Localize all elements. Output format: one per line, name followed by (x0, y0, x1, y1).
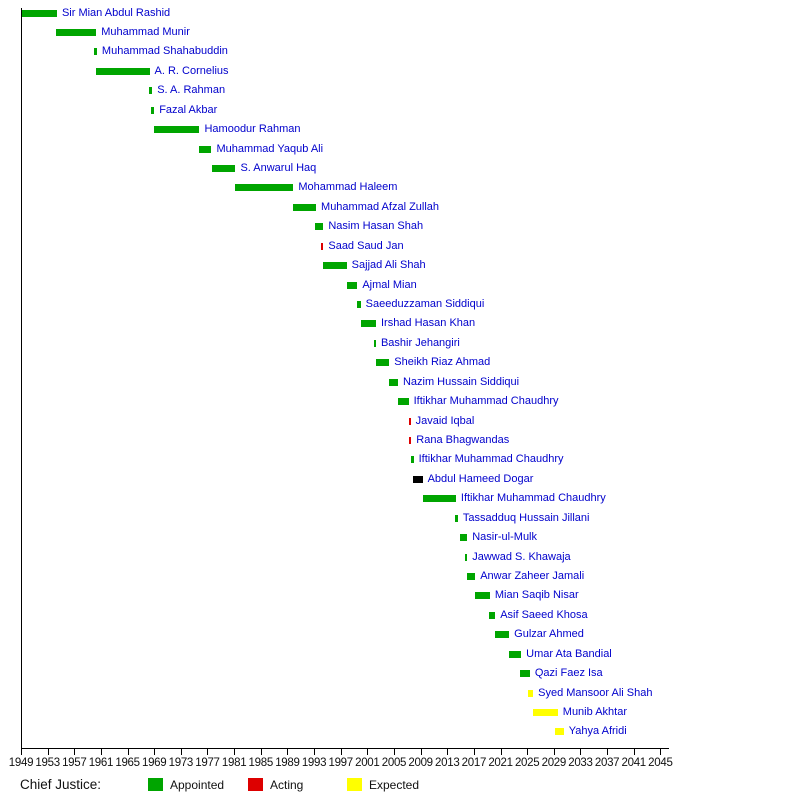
timeline-bar (398, 398, 409, 405)
bar-label[interactable]: Yahya Afridi (568, 725, 627, 738)
timeline-bar (555, 728, 564, 735)
axis-tick (74, 748, 75, 755)
bar-label[interactable]: Irshad Hasan Khan (380, 317, 476, 330)
axis-tick-label: 1985 (248, 757, 273, 769)
axis-tick (554, 748, 555, 755)
axis-tick-label: 2037 (594, 757, 620, 769)
bar-label[interactable]: Iftikhar Muhammad Chaudhry (460, 492, 606, 505)
bar-label[interactable]: Iftikhar Muhammad Chaudhry (418, 453, 564, 466)
axis-tick (234, 748, 235, 755)
legend-title: Chief Justice: (20, 777, 102, 792)
bar-label[interactable]: S. Anwarul Haq (240, 161, 317, 174)
axis-tick-label: 1969 (141, 757, 167, 769)
timeline-bar (357, 301, 361, 308)
timeline-bar (94, 48, 97, 55)
bar-label[interactable]: Muhammad Afzal Zullah (321, 200, 440, 213)
axis-tick-label: 1961 (88, 757, 114, 769)
bar-label[interactable]: Abdul Hameed Dogar (427, 472, 534, 485)
bar-label[interactable]: Sheikh Riaz Ahmad (394, 356, 491, 369)
axis-tick (660, 748, 661, 755)
axis-tick-label: 2009 (408, 757, 433, 769)
axis-tick-label: 2045 (648, 757, 673, 769)
bar-label[interactable]: Ajmal Mian (362, 278, 417, 291)
axis-tick (48, 748, 49, 755)
timeline-bar (409, 418, 411, 425)
axis-tick-label: 2033 (568, 757, 593, 769)
timeline-bar (321, 243, 323, 250)
timeline-bar (323, 262, 346, 269)
axis-tick-label: 2001 (355, 757, 380, 769)
axis-tick (287, 748, 288, 755)
axis-tick (128, 748, 129, 755)
axis-tick (580, 748, 581, 755)
legend-swatch-expected (347, 778, 362, 791)
bar-label[interactable]: Nasim Hasan Shah (328, 220, 424, 233)
axis-tick (367, 748, 368, 755)
axis-tick-label: 1957 (62, 757, 87, 769)
timeline-bar (96, 68, 150, 75)
bar-label[interactable]: Saeeduzzaman Siddiqui (365, 297, 485, 310)
axis-tick (207, 748, 208, 755)
axis-tick-label: 2029 (541, 757, 566, 769)
bar-label[interactable]: Jawwad S. Khawaja (472, 550, 571, 563)
bar-label[interactable]: Hamoodur Rahman (204, 123, 301, 136)
axis-tick (341, 748, 342, 755)
timeline-bar (411, 456, 414, 463)
timeline-bar (376, 359, 389, 366)
axis-tick (474, 748, 475, 755)
timeline-bar (528, 690, 533, 697)
timeline-bar (455, 515, 458, 522)
axis-tick (261, 748, 262, 755)
axis-tick (501, 748, 502, 755)
x-axis-line (21, 748, 669, 749)
axis-tick (527, 748, 528, 755)
bar-label[interactable]: Javaid Iqbal (415, 414, 475, 427)
timeline-bar (151, 107, 154, 114)
axis-tick (447, 748, 448, 755)
legend-swatch-appointed (148, 778, 163, 791)
bar-label[interactable]: Sajjad Ali Shah (351, 259, 426, 272)
timeline-bar (460, 534, 467, 541)
legend-label-appointed: Appointed (170, 778, 225, 792)
axis-tick-label: 1965 (115, 757, 140, 769)
bar-label[interactable]: Mohammad Haleem (298, 181, 398, 194)
bar-label[interactable]: Nazim Hussain Siddiqui (402, 375, 520, 388)
bar-label[interactable]: Gulzar Ahmed (514, 628, 584, 641)
timeline-bar (361, 320, 376, 327)
bar-label[interactable]: Bashir Jehangiri (380, 336, 460, 349)
axis-tick (421, 748, 422, 755)
timeline-bar (520, 670, 530, 677)
legend-swatch-acting (248, 778, 263, 791)
timeline-bar (423, 495, 456, 502)
bar-label[interactable]: Asif Saeed Khosa (500, 608, 588, 621)
legend-label-acting: Acting (270, 778, 304, 792)
axis-tick-label: 1993 (301, 757, 327, 769)
axis-tick (314, 748, 315, 755)
axis-tick-label: 1989 (275, 757, 300, 769)
timeline-bar (154, 126, 200, 133)
bar-label[interactable]: Muhammad Shahabuddin (101, 45, 228, 58)
axis-tick-label: 2025 (514, 757, 540, 769)
y-axis-line (21, 8, 22, 748)
axis-tick-label: 1997 (328, 757, 353, 769)
axis-tick-label: 2013 (435, 757, 460, 769)
axis-tick (607, 748, 608, 755)
axis-tick-label: 1949 (8, 757, 34, 769)
timeline-bar (413, 476, 422, 483)
bar-label[interactable]: Iftikhar Muhammad Chaudhry (413, 395, 559, 408)
timeline-bar (475, 592, 490, 599)
timeline-bar (149, 87, 152, 94)
timeline-bar (293, 204, 316, 211)
timeline-bar (347, 282, 358, 289)
axis-tick-label: 1953 (35, 757, 60, 769)
bar-label[interactable]: Tassadduq Hussain Jillani (462, 511, 590, 524)
axis-tick (181, 748, 182, 755)
timeline-bar (509, 651, 522, 658)
legend-label-expected: Expected (369, 778, 420, 792)
axis-tick-label: 2021 (488, 757, 513, 769)
bar-label[interactable]: Nasir-ul-Mulk (472, 531, 537, 544)
bar-label[interactable]: A. R. Cornelius (154, 64, 229, 77)
bar-label[interactable]: Umar Ata Bandial (526, 647, 612, 660)
bar-label[interactable]: Muhammad Munir (101, 25, 190, 38)
axis-tick (101, 748, 102, 755)
timeline-bar (467, 573, 476, 580)
bar-label[interactable]: Fazal Akbar (159, 103, 218, 116)
timeline-bar (235, 184, 294, 191)
axis-tick (154, 748, 155, 755)
axis-tick-label: 2017 (461, 757, 487, 769)
timeline-bar (374, 340, 376, 347)
bar-label[interactable]: S. A. Rahman (157, 84, 226, 97)
timeline-bar (495, 631, 510, 638)
timeline-bar (315, 223, 323, 230)
bar-label[interactable]: Saad Saud Jan (328, 239, 404, 252)
bar-label[interactable]: Munib Akhtar (562, 706, 627, 719)
axis-tick-label: 2041 (621, 757, 646, 769)
bar-label[interactable]: Syed Mansoor Ali Shah (538, 686, 653, 699)
timeline-bar (533, 709, 558, 716)
timeline-bar (21, 10, 57, 17)
bar-label[interactable]: Rana Bhagwandas (416, 434, 510, 446)
bar-label[interactable]: Qazi Faez Isa (534, 667, 603, 680)
timeline-bar (389, 379, 398, 386)
axis-tick (21, 748, 22, 755)
bar-label[interactable]: Muhammad Yaqub Ali (216, 142, 324, 155)
axis-tick (634, 748, 635, 755)
legend (0, 772, 800, 798)
timeline-bar (199, 146, 212, 153)
timeline-bar (489, 612, 495, 619)
timeline-bar (56, 29, 97, 36)
axis-tick-label: 1973 (168, 757, 194, 769)
axis-tick-label: 1981 (221, 757, 247, 769)
bar-label[interactable]: Anwar Zaheer Jamali (480, 570, 585, 583)
bar-label[interactable]: Mian Saqib Nisar (494, 589, 579, 602)
axis-tick (394, 748, 395, 755)
timeline-bar (409, 437, 412, 444)
axis-tick-label: 2005 (381, 757, 407, 769)
axis-tick-label: 1977 (195, 757, 220, 769)
timeline-bar (212, 165, 235, 172)
timeline-bar (465, 554, 467, 561)
bar-label[interactable]: Sir Mian Abdul Rashid (61, 6, 171, 19)
